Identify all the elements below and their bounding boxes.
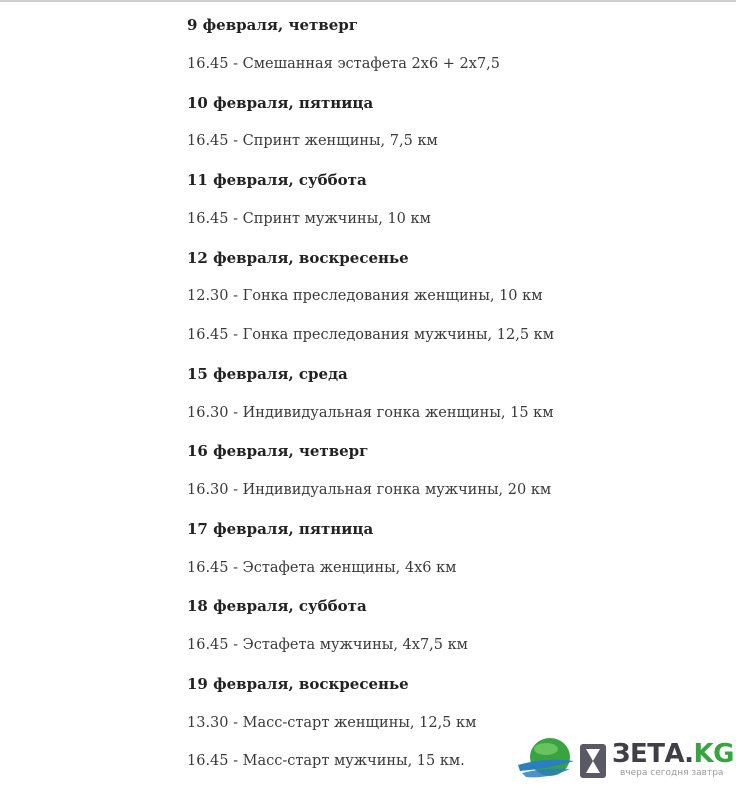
event-item: 16.45 - Смешанная эстафета 2х6 + 2х7,5 bbox=[187, 55, 501, 72]
day-heading: 9 февраля, четверг bbox=[187, 16, 358, 34]
event-item: 16.45 - Гонка преследования мужчины, 12,5 км bbox=[187, 327, 554, 343]
logo-tagline: вчера сегодня завтра bbox=[620, 768, 724, 778]
logo-name-tld: KG bbox=[693, 739, 734, 769]
day-heading: 18 февраля, суббота bbox=[187, 597, 367, 616]
logo-text bbox=[612, 739, 734, 769]
day-heading: 19 февраля, воскресенье bbox=[187, 674, 409, 693]
day-heading: 17 февраля, пятница bbox=[187, 519, 374, 538]
globe-icon bbox=[516, 735, 576, 783]
event-item: 13.30 - Масс-старт женщины, 12,5 км bbox=[187, 714, 477, 731]
day-heading: 11 февраля, суббота bbox=[187, 171, 367, 189]
event-item: 16.45 - Эстафета мужчины, 4х7,5 км bbox=[187, 637, 468, 653]
top-divider bbox=[0, 0, 736, 2]
event-item: 16.45 - Спринт мужчины, 10 км bbox=[187, 210, 431, 227]
logo-name-main: ЗЕТА. bbox=[612, 739, 694, 769]
day-heading: 15 февраля, среда bbox=[187, 364, 348, 383]
event-item: 16.45 - Спринт женщины, 7,5 км bbox=[187, 133, 438, 150]
hourglass-icon bbox=[578, 743, 608, 779]
day-heading: 16 февраля, четверг bbox=[187, 442, 369, 461]
schedule-list bbox=[187, 13, 707, 788]
day-heading: 12 февраля, воскресенье bbox=[187, 248, 409, 267]
day-heading: 10 февраля, пятница bbox=[187, 93, 374, 112]
event-item: 16.30 - Индивидуальная гонка мужчины, 20 км bbox=[187, 482, 552, 498]
event-item: 16.30 - Индивидуальная гонка женщины, 15 км bbox=[187, 404, 554, 421]
site-watermark-logo bbox=[516, 733, 736, 787]
event-item: 16.45 - Масс-старт мужчины, 15 км. bbox=[187, 753, 465, 770]
event-item: 16.45 - Эстафета женщины, 4х6 км bbox=[187, 559, 457, 576]
event-item: 12.30 - Гонка преследования женщины, 10 км bbox=[187, 288, 543, 305]
